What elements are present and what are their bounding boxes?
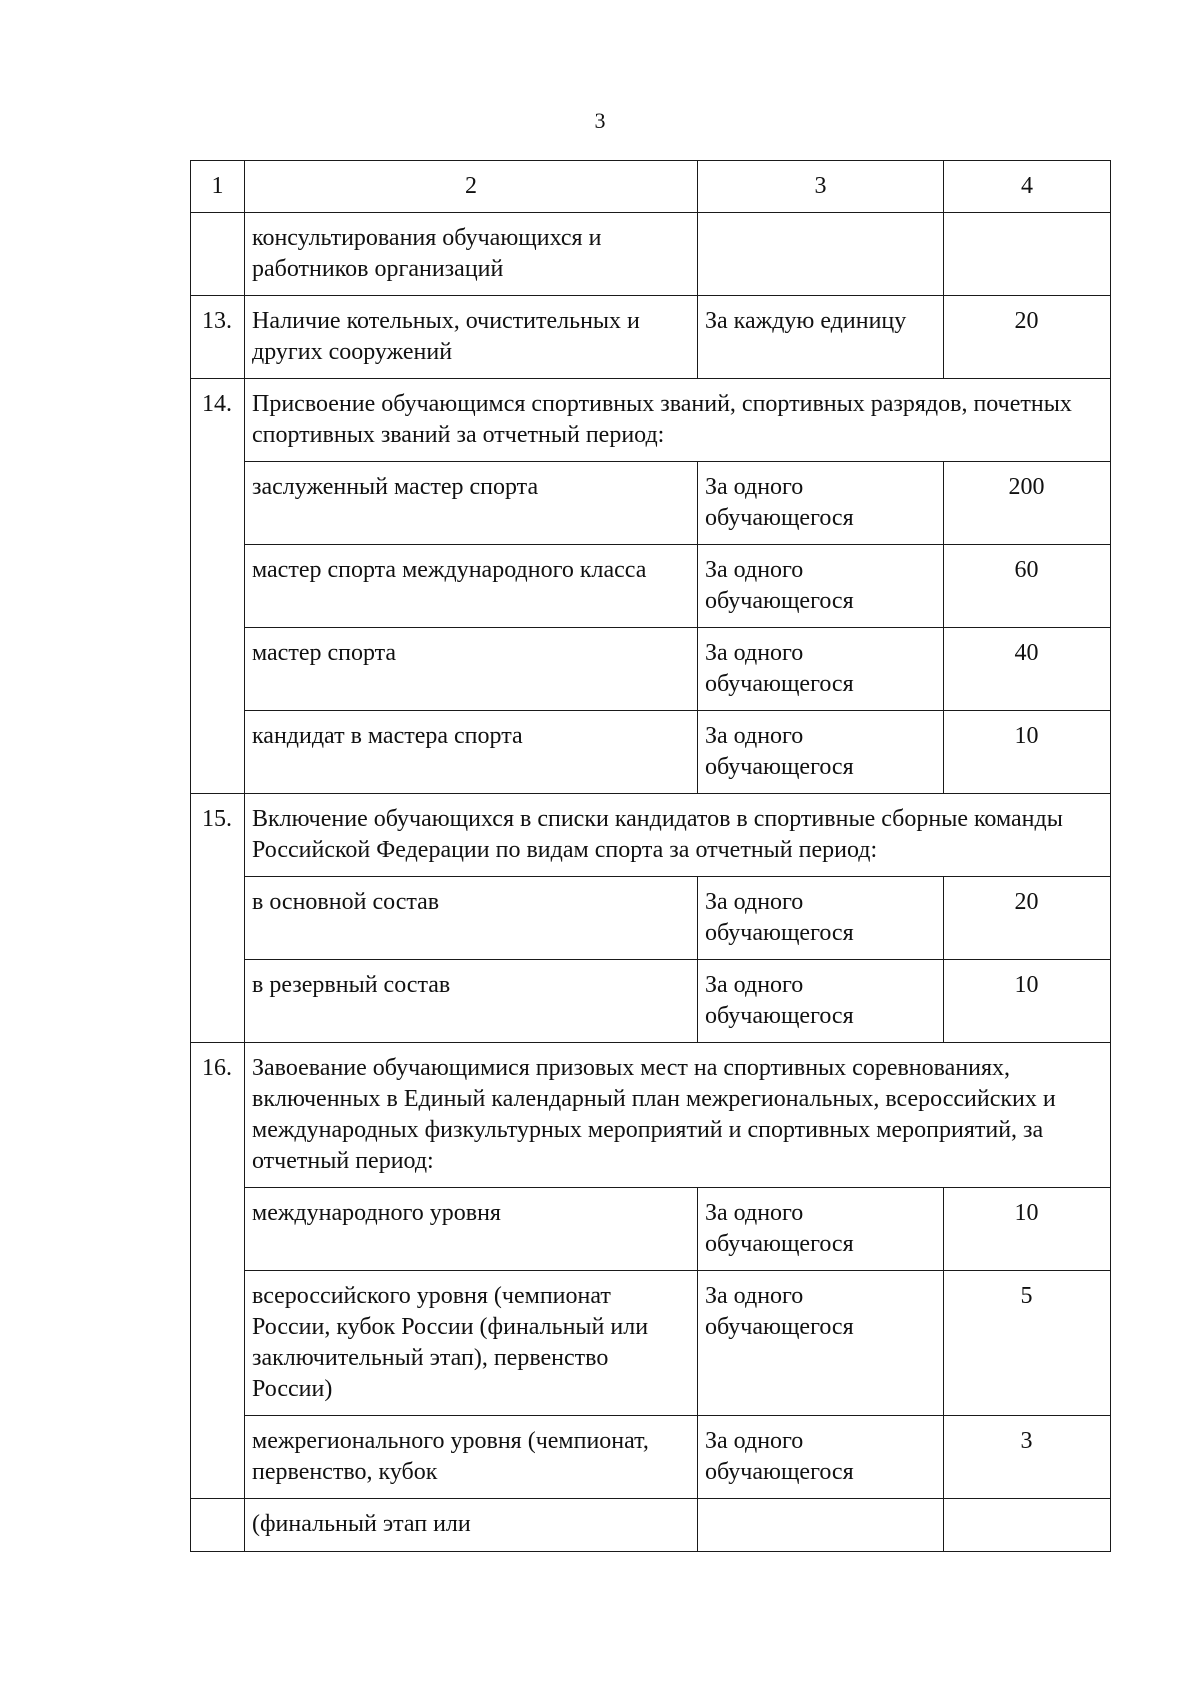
table-row [191, 379, 1111, 462]
column-number-3: 3 [698, 161, 944, 213]
criterion-text: консультирования обучающихся и работников организаций [245, 213, 698, 296]
row-number-cell [191, 711, 245, 794]
row-number-cell [191, 1271, 245, 1416]
sub-criterion-text: кандидат в мастера спорта [245, 711, 698, 794]
criterion-text: Включение обучающихся в списки кандидатов в спортивные сборные команды Российской Федерации по видам спорта за отчетный период: [245, 794, 1111, 877]
column-number-header-row [191, 161, 1111, 213]
unit-cell [698, 213, 944, 296]
unit-cell [698, 1499, 944, 1552]
column-number-4: 4 [944, 161, 1111, 213]
sub-criterion-text: заслуженный мастер спорта [245, 462, 698, 545]
row-number-cell [191, 545, 245, 628]
column-number-2: 2 [245, 161, 698, 213]
table-row [191, 462, 1111, 545]
row-number-cell [191, 628, 245, 711]
row-number: 16. [191, 1043, 245, 1188]
table-row [191, 1271, 1111, 1416]
sub-criterion-text: (финальный этап или [245, 1499, 698, 1552]
unit-cell: За одного обучающегося [698, 711, 944, 794]
sub-criterion-text: межрегионального уровня (чемпионат, первенство, кубок [245, 1416, 698, 1499]
criteria-table [190, 160, 1111, 1552]
table-row [191, 1416, 1111, 1499]
row-number-cell [191, 213, 245, 296]
table-row [191, 1188, 1111, 1271]
column-number-1: 1 [191, 161, 245, 213]
value-cell: 3 [944, 1416, 1111, 1499]
value-cell: 10 [944, 1188, 1111, 1271]
table-row [191, 960, 1111, 1043]
sub-criterion-text: мастер спорта международного класса [245, 545, 698, 628]
value-cell: 20 [944, 296, 1111, 379]
page-number: 3 [594, 108, 606, 133]
row-number: 15. [191, 794, 245, 877]
row-number: 14. [191, 379, 245, 462]
unit-cell: За одного обучающегося [698, 1416, 944, 1499]
unit-cell: За одного обучающегося [698, 462, 944, 545]
row-number-cell [191, 960, 245, 1043]
table-row [191, 545, 1111, 628]
table-row [191, 711, 1111, 794]
value-cell: 10 [944, 711, 1111, 794]
table-row [191, 628, 1111, 711]
unit-cell: За одного обучающегося [698, 1271, 944, 1416]
row-number-cell [191, 1188, 245, 1271]
unit-cell: За одного обучающегося [698, 1188, 944, 1271]
row-number: 13. [191, 296, 245, 379]
value-cell [944, 213, 1111, 296]
value-cell: 20 [944, 877, 1111, 960]
value-cell: 60 [944, 545, 1111, 628]
sub-criterion-text: в основной состав [245, 877, 698, 960]
unit-cell: За одного обучающегося [698, 877, 944, 960]
value-cell: 10 [944, 960, 1111, 1043]
table-row [191, 794, 1111, 877]
criterion-text: Присвоение обучающимся спортивных званий, спортивных разрядов, почетных спортивных званий за отчетный период: [245, 379, 1111, 462]
table-row [191, 1043, 1111, 1188]
criterion-text: Завоевание обучающимися призовых мест на спортивных соревнованиях, включенных в Единый календарный план межрегиональных, всероссийских и международных физкультурных мероприятий и спортивных мероприятий, за отчетный период: [245, 1043, 1111, 1188]
table-row [191, 877, 1111, 960]
table-row [191, 296, 1111, 379]
sub-criterion-text: в резервный состав [245, 960, 698, 1043]
value-cell: 40 [944, 628, 1111, 711]
sub-criterion-text: мастер спорта [245, 628, 698, 711]
value-cell [944, 1499, 1111, 1552]
row-number-cell [191, 1416, 245, 1499]
value-cell: 200 [944, 462, 1111, 545]
unit-cell: За одного обучающегося [698, 545, 944, 628]
row-number-cell [191, 1499, 245, 1552]
sub-criterion-text: всероссийского уровня (чемпионат России, кубок России (финальный или заключительный этап), первенство России) [245, 1271, 698, 1416]
criterion-text: Наличие котельных, очистительных и других сооружений [245, 296, 698, 379]
table-row [191, 1499, 1111, 1552]
sub-criterion-text: международного уровня [245, 1188, 698, 1271]
unit-cell: За одного обучающегося [698, 628, 944, 711]
row-number-cell [191, 462, 245, 545]
unit-cell: За одного обучающегося [698, 960, 944, 1043]
value-cell: 5 [944, 1271, 1111, 1416]
row-number-cell [191, 877, 245, 960]
unit-cell: За каждую единицу [698, 296, 944, 379]
table-row [191, 213, 1111, 296]
